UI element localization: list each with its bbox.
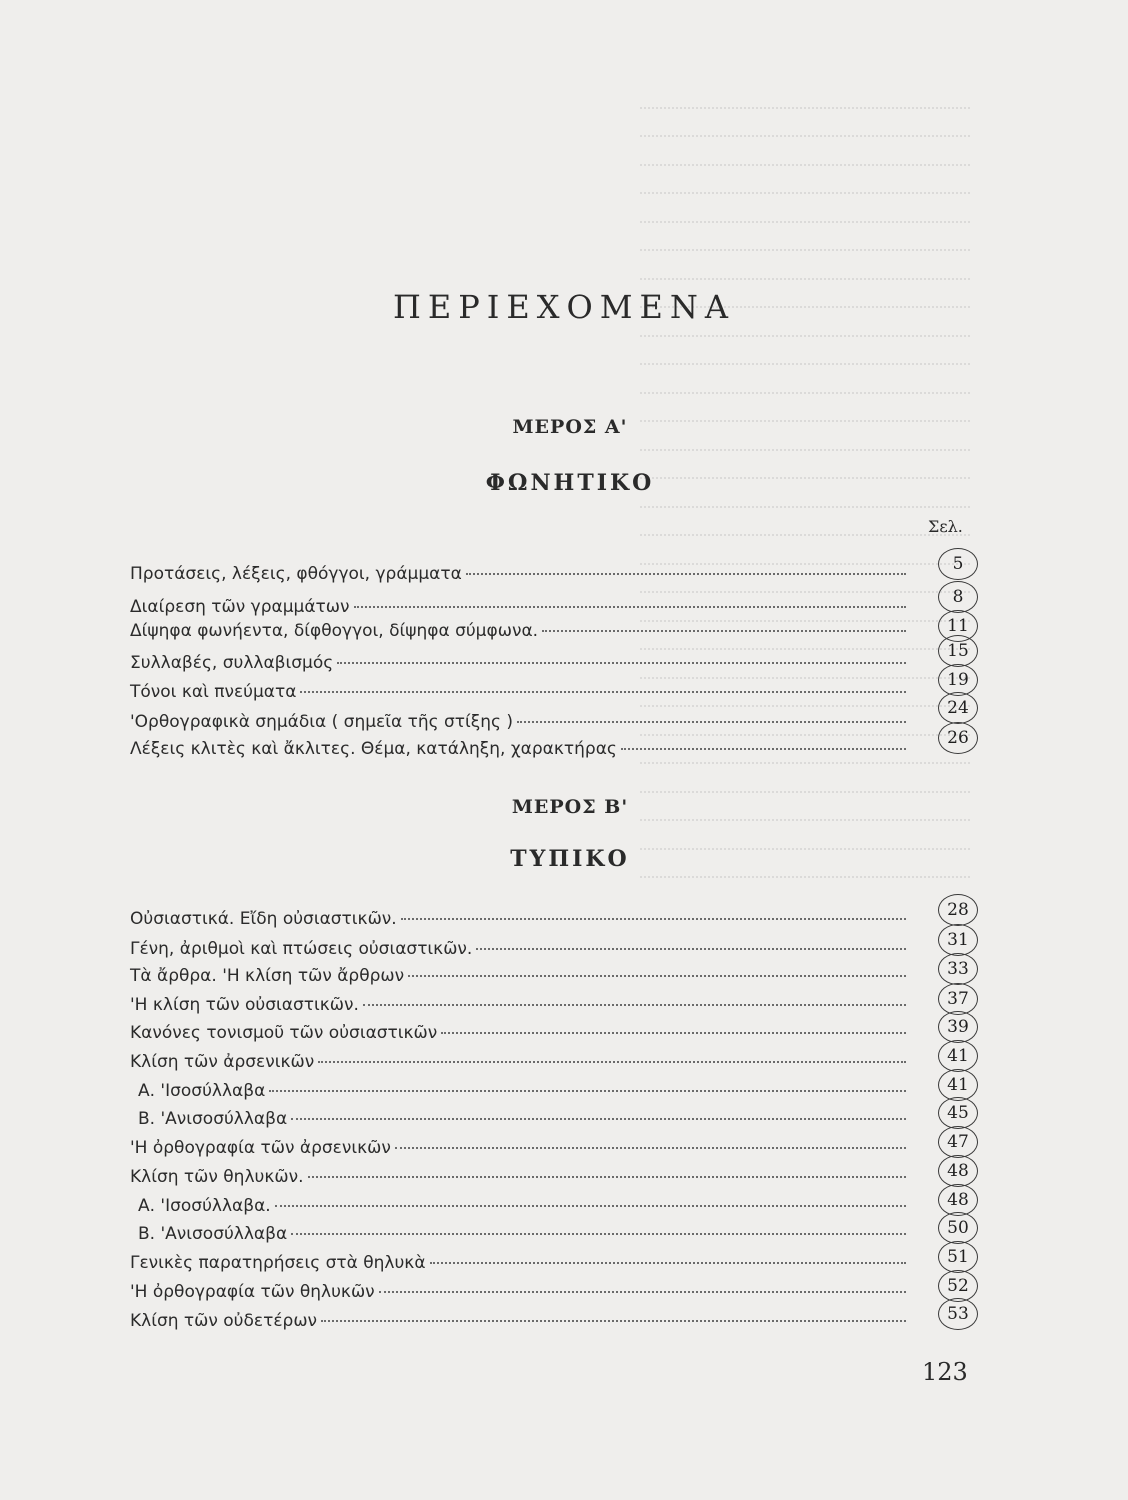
toc-entry: Κλίση τῶν θηλυκῶν. xyxy=(130,1165,910,1189)
toc-page-number: 19 xyxy=(938,666,978,694)
toc-page-number: 8 xyxy=(938,583,978,611)
page-number: 123 xyxy=(922,1358,968,1386)
page-column-label: Σελ. xyxy=(928,517,963,536)
toc-page-number: 11 xyxy=(938,612,978,640)
part-b-heading: ΜΕΡΟΣ Β' xyxy=(511,796,629,818)
part-a-section-title: ΦΩΝΗΤΙΚΟ xyxy=(485,470,655,496)
toc-page-number: 39 xyxy=(938,1013,978,1041)
toc-page-number: 33 xyxy=(938,955,978,983)
toc-entry: 'Η κλίση τῶν οὐσιαστικῶν. xyxy=(130,993,910,1017)
toc-entry: 'Η ὀρθογραφία τῶν θηλυκῶν xyxy=(130,1280,910,1304)
toc-page-number: 41 xyxy=(938,1071,978,1099)
toc-entry: Διαίρεση τῶν γραμμάτων xyxy=(130,595,910,619)
toc-page-number: 41 xyxy=(938,1042,978,1070)
toc-page-number: 15 xyxy=(938,637,978,665)
toc-page-number: 48 xyxy=(938,1186,978,1214)
toc-entry: Προτάσεις, λέξεις, φθόγγοι, γράμματα xyxy=(130,562,910,586)
toc-entry: 'Η ὀρθογραφία τῶν ἀρσενικῶν xyxy=(130,1136,910,1160)
toc-entry: Γένη, ἀριθμοὶ καὶ πτώσεις οὐσιαστικῶν. xyxy=(130,937,910,961)
toc-page-number: 52 xyxy=(938,1272,978,1300)
toc-page-number: 31 xyxy=(938,926,978,954)
toc-entry: Οὐσιαστικά. Εἴδη οὐσιαστικῶν. xyxy=(130,907,910,931)
toc-entry: Συλλαβές, συλλαβισμός xyxy=(130,651,910,675)
toc-page-number: 24 xyxy=(938,694,978,722)
toc-page-number: 48 xyxy=(938,1157,978,1185)
toc-page-number: 26 xyxy=(938,724,978,752)
toc-entry: Κλίση τῶν οὐδετέρων xyxy=(130,1309,910,1333)
toc-page-number: 50 xyxy=(938,1214,978,1242)
toc-page-number: 53 xyxy=(938,1300,978,1328)
toc-entry: Κλίση τῶν ἀρσενικῶν xyxy=(130,1050,910,1074)
toc-entry: Γενικὲς παρατηρήσεις στὰ θηλυκὰ xyxy=(130,1251,910,1275)
toc-page-number: 5 xyxy=(938,550,978,578)
toc-entry: Λέξεις κλιτὲς καὶ ἄκλιτες. Θέμα, κατάληξη, χαρακτήρας xyxy=(130,737,910,761)
toc-entry: Κανόνες τονισμοῦ τῶν οὐσιαστικῶν xyxy=(130,1021,910,1045)
toc-page-number: 37 xyxy=(938,985,978,1013)
toc-page-number: 28 xyxy=(938,896,978,924)
toc-entry: 'Ορθογραφικὰ σημάδια ( σημεῖα τῆς στίξης ) xyxy=(130,710,910,734)
toc-entry: Α. 'Ισοσύλλαβα. xyxy=(138,1194,910,1218)
toc-entry: Β. 'Ανισοσύλλαβα xyxy=(138,1107,910,1131)
toc-entry: Τόνοι καὶ πνεύματα xyxy=(130,680,910,704)
part-a-heading: ΜΕΡΟΣ Α' xyxy=(512,416,628,438)
toc-entry: Β. 'Ανισοσύλλαβα xyxy=(138,1222,910,1246)
toc-entry: Τὰ ἄρθρα. 'Η κλίση τῶν ἄρθρων xyxy=(130,964,910,988)
part-b-section-title: ΤΥΠΙΚΟ xyxy=(510,846,630,872)
toc-entry: Δίψηφα φωνήεντα, δίφθογγοι, δίψηφα σύμφωνα. xyxy=(130,619,910,643)
toc-entry: Α. 'Ισοσύλλαβα xyxy=(138,1079,910,1103)
toc-page-number: 45 xyxy=(938,1099,978,1127)
toc-page-number: 51 xyxy=(938,1243,978,1271)
toc-page-number: 47 xyxy=(938,1128,978,1156)
page-title: ΠΕΡΙΕΧΟΜΕΝΑ xyxy=(392,288,736,326)
